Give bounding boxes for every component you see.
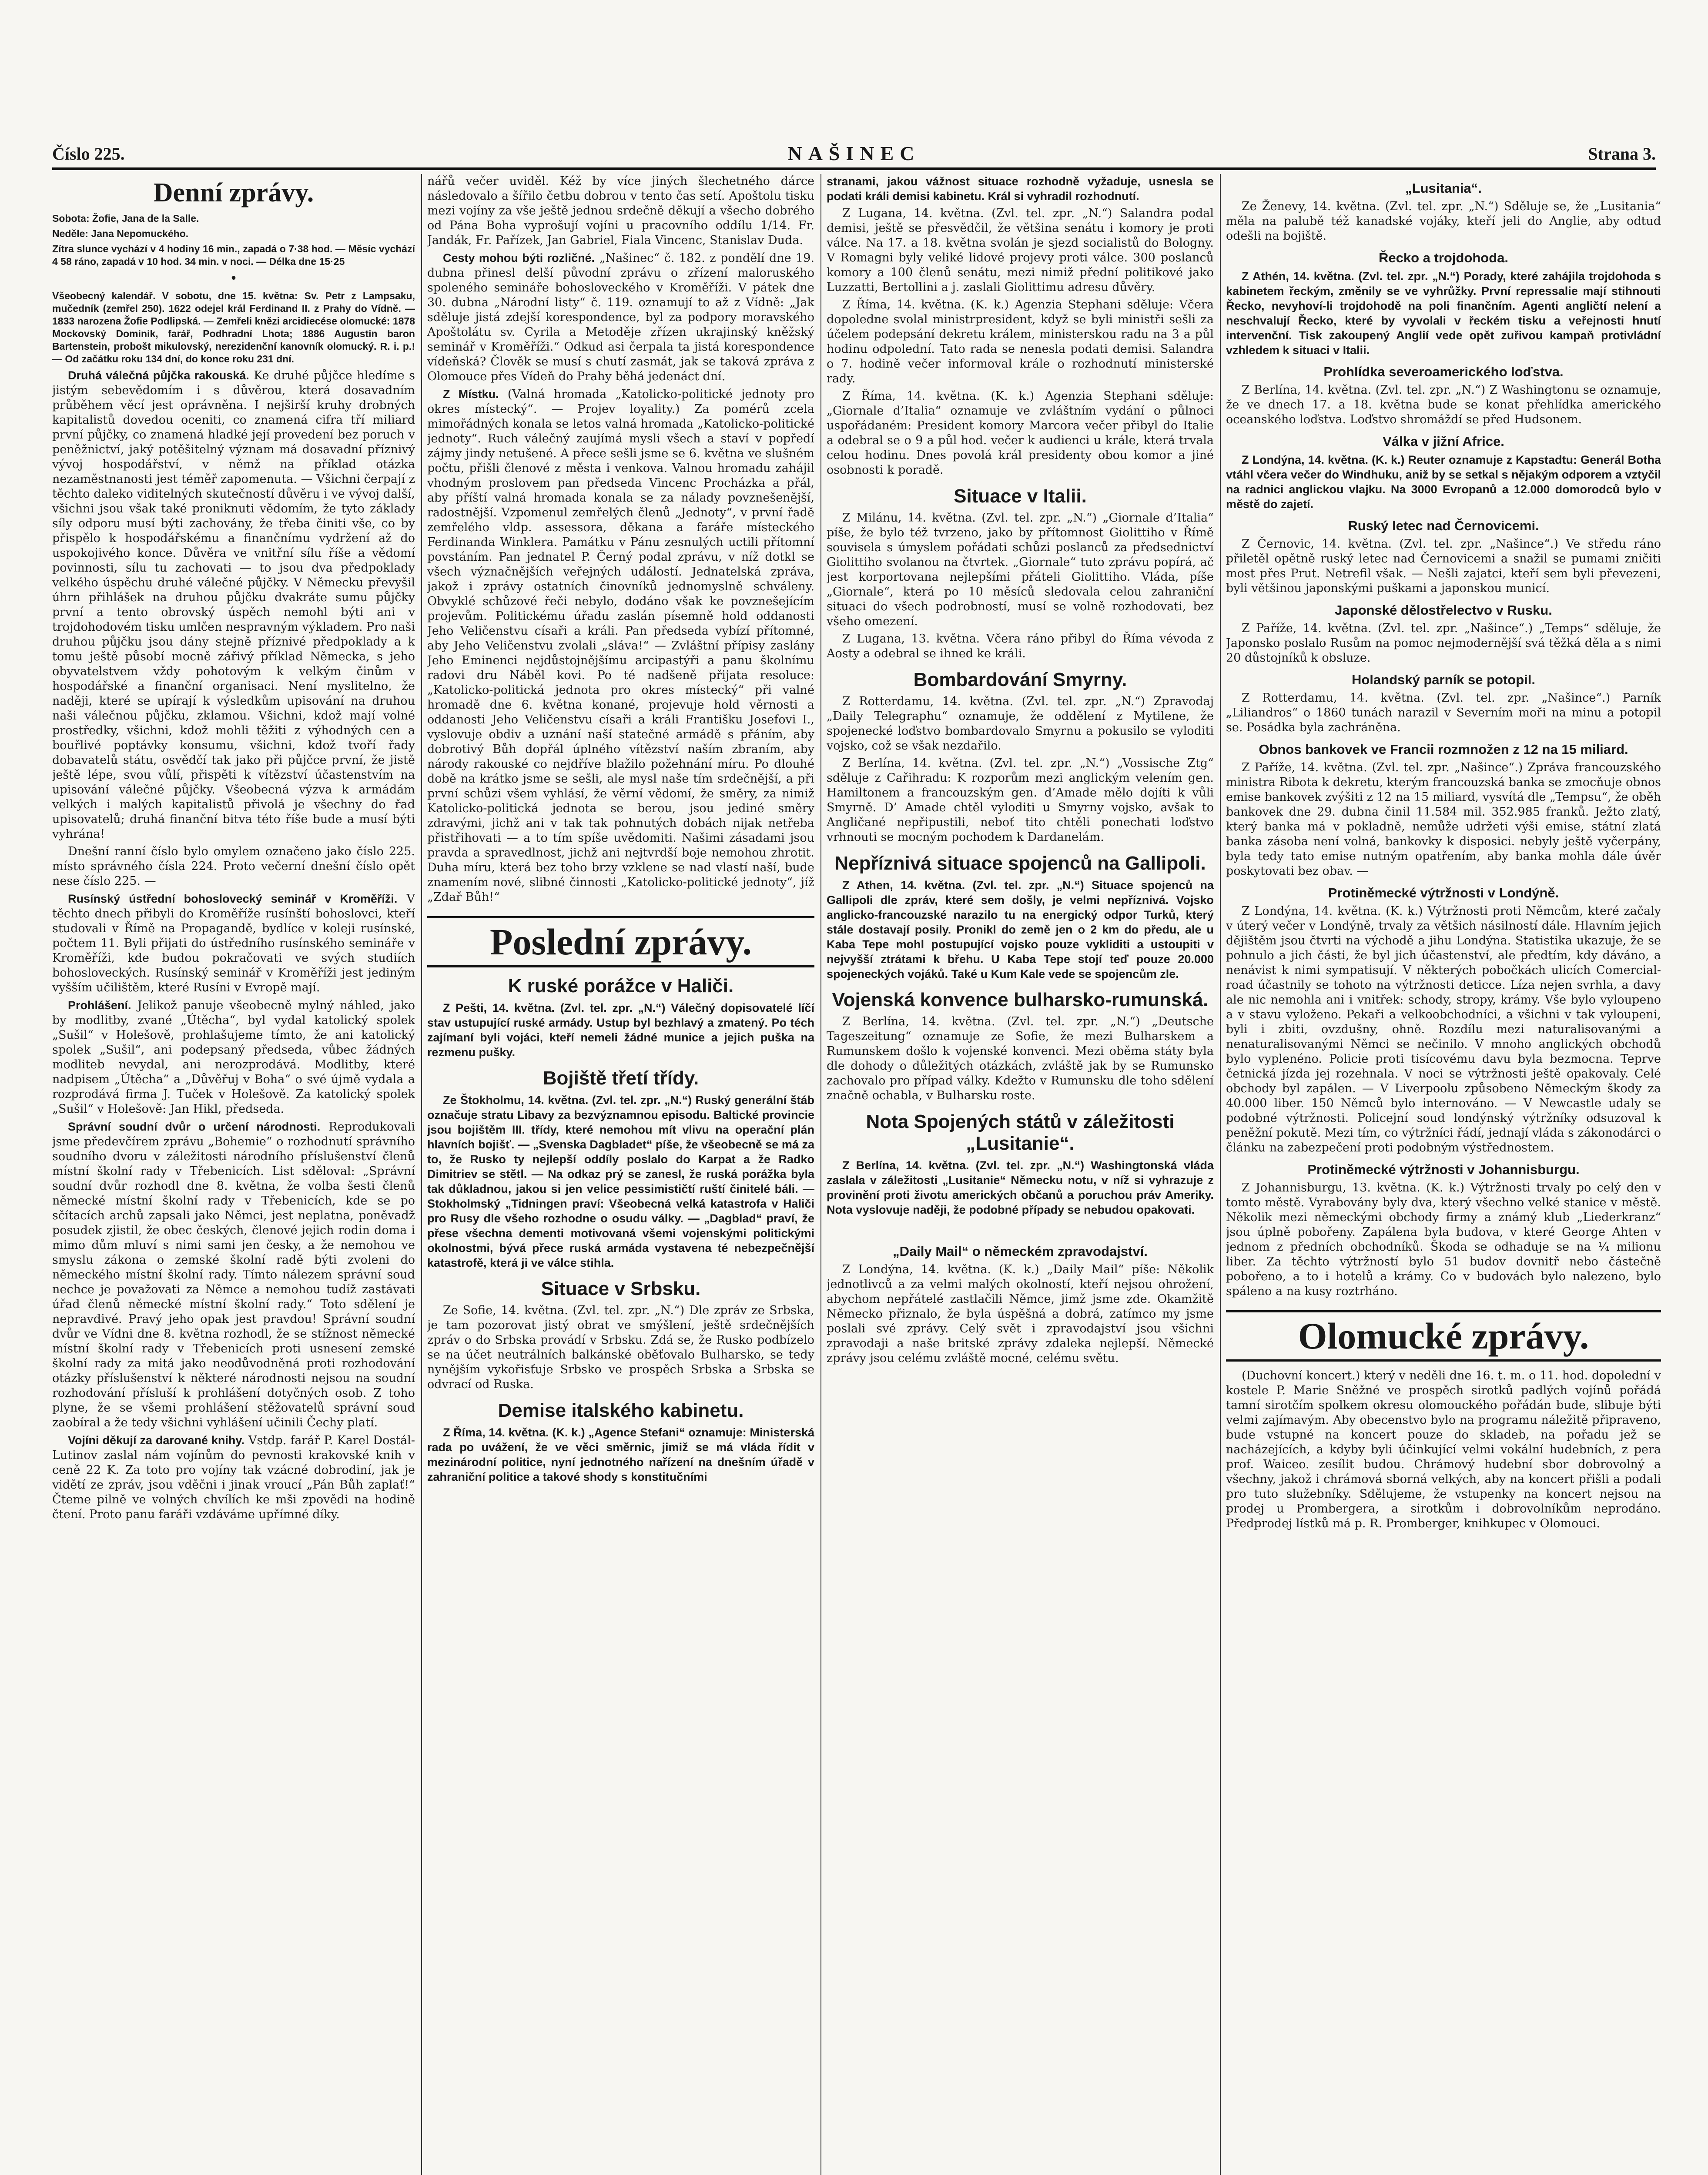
article-body: Vstdp. farář P. Karel Dostál-Lutinov zaslal nám vojínům do pevnosti krakovské knih v ceně 22 K. Za toto pro vojíny tak vzácné dobrodiní, jak je vidětí ze zpráv, jsou vděčni i jinak vroucí „Pán Bůh zaplať!“ Čteme pilně ve volných chvílích ke mši zpovědi na hodině čtení. Proto panu faráři vzdáváme upřímné díky. [52, 1434, 415, 1521]
article-heading: Japonské dělostřelectvo v Rusku. [1335, 602, 1552, 618]
article-heading: Vojenská konvence bulharsko-rumunská. [832, 989, 1209, 1011]
article-heading: „Daily Mail“ o německém zpravodajství. [893, 1244, 1148, 1259]
article-heading: Nota Spojených států v záležitosti „Lusitanie“. [866, 1111, 1175, 1154]
column-rule [421, 174, 422, 2175]
article [52, 844, 415, 889]
article-heading: Demise italského kabinetu. [498, 1400, 744, 1421]
column-rule [1220, 174, 1221, 2175]
article-body: stranami, jakou vážnost situace rozhodně vyžaduje, usnesla se podati králi demisi kabinetu. Král si vyhradil rozhodnutí. [827, 175, 1214, 203]
article-body: Ze Štokholmu, 14. května. (Zvl. tel. zpr. „N.“) Ruský generální štáb označuje stratu Libavy za bezvýznamnou episodu. Baltické provincie jsou bojištěm III. třídy, které nemohou mít vlivu na operační plán hlavních bojišť. — „Svenska Dagbladet“ píše, že všeobecně se má za to, že Rusko ty nejlepší oddíly poslalo do Karpat a že Radko Dimitriev se stětl. — Na odkaz prý se zanesl, že ruská porážka byla tak důkladnou, jakou si jen velice pessimističtí ruští činitelé báli. — Stokholmský „Tidningen praví: Všeobecná velká katastrofa v Haliči pro Rusy dle všeho rozhodne o osudu války. — „Dagblad“ praví, že přese všechna dementi motivovaná všemi vojenskými politickými okolnostmi, bývá přece ruská armáda vystavena té nebezpečnější katastrofě, která ji ve válce stihla. [427, 1094, 814, 1269]
article-heading: Situace v Italii. [954, 485, 1087, 507]
article-body: Dnešní ranní číslo bylo omylem označeno jako číslo 225. místo správného čísla 224. Proto večerní dnešní číslo opět nese číslo 225. — [52, 845, 415, 888]
article-body: Z Johannisburgu, 13. května. (K. k.) Výtržnosti trvaly po celý den v tomto městě. Vyrabovány byly dva, který všechno velké stanice v městě. Několik mezi německými obchody firmy a známý klub „Liederkranz“ jsou úplně pobořeny. Zapálena byla budova, v které George Ahten v jednom z předních obchodníků. Škoda se odhaduje se na ¼ milionu liber. Za těchto výtržností bylo 51 budov dovnitř nebo částečně pobořeno, a to i hotelů a krámy. Co v budovách bylo nalezeno, bylo spáleno a na kusy roztrháno. [1226, 1181, 1661, 1298]
separator-dot: • [230, 271, 238, 286]
article [52, 891, 415, 995]
column-4 [1226, 174, 1661, 2175]
page-header [52, 141, 1656, 170]
column-3 [827, 174, 1214, 2175]
article-lead: Druhá válečná půjčka rakouská. [68, 369, 249, 382]
article-heading: Nepříznivá situace spojenců na Gallipoli. [834, 853, 1206, 874]
section-heading-olomouc-news: Olomucké zprávy. [1226, 1310, 1661, 1362]
article-body: Ze Ženevy, 14. května. (Zvl. tel. zpr. „N.“) Sděluje se, že „Lusitania“ měla na palubě též kanadské vojáky, kteří jeli do Anglie, aby odtud odešli na bojiště. [1226, 200, 1661, 243]
article: nářů večer uviděl. Kéž by více jiných šlechetného dárce následovalo a šířilo četbu dobrou v tento čas setí. Apoštolu tisku mezi vojíny za vše ještě jednou srdečně děkují a všecho dobrého od Pána Boha vyprošují vojíni u pracovního oddílu 1/14. Fr. Jandák, Fr. Pařízek, Jan Gabriel, Fiala Vincenc, Stanislav Duda. [427, 174, 814, 247]
calendar-line: Neděle: Jana Nepomuckého. [52, 228, 189, 239]
article-body: Z Milánu, 14. května. (Zvl. tel. zpr. „N.“) „Giornale d’Italia“ píše, že bylo též tvrzeno, jako by přítomnost Giolittiho v Římě souvisela s úmyslem pořádati schůzi poslanců za předsednictví Giolittiho svolanou na čtvrtek. „Giornale“ tuto zprávu popírá, ač jest korportovana nejlepšími přáteli Giolittiho. Vláda, píše „Giornale“, která po 10 měsíců sledovala celou zahraniční situaci do všech podrobností, musí se volně rozhodovati, bez všeho omezení. [827, 511, 1214, 628]
article [427, 251, 814, 384]
calendar-line: Sobota: Žofie, Jana de la Salle. [52, 213, 199, 224]
article-body: Z Říma, 14. května. (K. k.) „Agence Stefani“ oznamuje: Ministerská rada po uvážení, že ve věci směrnic, jimiž se má vláda řídit v mezinárodní politice, nyní jednotného nařízení na dnešním úřadě v zahraniční politice a takové shody s konstitučními [427, 1426, 814, 1483]
article-body: Z Berlína, 14. května. (Zvl. tel. zpr. „N.“) Washingtonská vláda zaslala v záležitosti „Lusitanie“ Německu notu, v níž si vyhrazuje z provinění proti životu amerických občanů a poruchou práv Ameriky. Nota vyslovuje naději, že podobné případy se nebudou opakovati. [827, 1159, 1214, 1216]
article-lead: Cesty mohou býti rozličné. [443, 251, 595, 264]
article-heading: K ruské porážce v Haliči. [508, 975, 734, 997]
general-calendar: Všeobecný kalendář. V sobotu, dne 15. května: Sv. Petr z Lampsaku, mučedník (zemřel 250). 1622 odejel král Ferdinand II. z Prahy do Vídně. — 1833 narozena Žofie Podlipská. — Zemřeli knězi arcidiecése olomucké: 1878 Mockovský Dominik, farář, Podhradní Lhota; 1886 Augustin baron Bartenstein, probošt mikulovský, nerezidenční kanovník olomucký. R. i. p.! — Od začátku roku 134 dní, do konce roku 231 dní. [52, 290, 415, 365]
section-heading-latest-news: Poslední zprávy. [427, 916, 814, 967]
article [52, 1433, 415, 1522]
article-body: (Valná hromada „Katolicko-politické jednoty pro okres místecký“. — Projev loyality.) Za pomérů zcela mimořádných konala se letos valná hromada „Katolicko-politické jednoty“. Ruch válečný zaujímá mysli všech a staví v popředí zájmy jindy netušené. A přece sešli jsme se 6. května ve slušném počtu, přišli členové z města i venkova. Valnou hromadu zahájil vhodným proslovem pan předseda Vincenc Procházka a přál, aby příští valná hromada konala se za nálady povznešenější, radostnější. Vzpomenul zemřelých členů „Jednoty“, v první řadě zemřelého vldp. assessora, děkana a faráře místeckého Ferdinanda Winklera. Památku v Pánu zesnulých uctili přítomní povstáním. Pan jednatel P. Černý podal zprávu, v níž dotkl se všech význačnějších veřejných událostí. Jednatelská zpráva, jakož i zprávy ostatních činovníků jednomyslně schváleny. Obvyklé schůzové řeči nebylo, dodáno však ke povznešejícím projevům. Politickému úřadu zaslán písemně hold oddanosti Jeho Veličenstvu císaři a králi. Pan předseda vybízí přítomné, aby Jeho Veličenstvu zvolali „sláva!“ — Zvláštní přípisy zaslány Jeho Eminenci nejdůstojnějšímu arcipastýři a panu školnímu radovi dru Náběl kovi. Po té nadšeně přijata resoluce: „Katolicko-politická jednota pro okres místecký“ při valné hromadě dne 6. května konané, projevuje hold věrnosti a oddanosti Jeho Veličenstvu císaři a králi Františku Josefovi I., vyslovuje obdiv a uznání naší statečné armádě s přáním, aby dobrotivý Bůh dopřál úplného vítězství naším zbraním, aby národy rakouské co nejdříve blažilo požehnání míru. Po dlouhé době na krátko jsme se sešli, ale mysl naše tím srdečnější, a při první schůzi všem vyhlásí, že věrní vědomí, že směry, za nimiž Katolicko-politická jednota se berou, jsou jediné směry zdravými, jichž ani v tak tak pohnutých dobách nijak netřeba přistřihovati — a to tím spíše uvědomiti. Našimi zásadami jsou pravda a spravedlnost, jichž ani nejtvrdší boje nemohou zhrotit. Duha míru, která bez toho brzy vzklene se nad vlastí naší, bude znamením nové, slibné činnosti „Katolicko-politické jednoty“, jíž „Zdař Bůh!“ [427, 388, 814, 904]
article-heading: Prohlídka severoamerického loďstva. [1323, 364, 1564, 379]
article-body: Z Rotterdamu, 14. května. (Zvl. tel. zpr. „N.“) Zpravodaj „Daily Telegraphu“ oznamuje, že oddělení z Mytilene, že spojenecké loďstvo bombardovalo Smyrnu a pokusilo se vyloditi vojsko, což se však nezdařilo. [827, 695, 1214, 753]
article-body: Reprodukovali jsme předevčírem zprávu „Bohemie“ o rozhodnutí správního soudního dvoru v záležitosti národního příslušenství členů místní školní rady v Třebenicích. List sděloval: „Správní soudní dvůr rozhodl dne 8. května, že volba šesti členů německé místní školní rady v Třebenicích, kde se po sčítacích archů zapsali jako Němci, jest neplatna, poněvadž posudek zjistil, že obec českých, členové jejich rodin doma i mimo dům mluví s nimi sami jen česky, a že nemohou ve smyslu zákona o zemské školní radě býti zvoleni do německého místní školní rady. Tímto nálezem správní soud nechce je považovati za Němce a nemohou tudíž zastávati úřad členů německé místní školní rady.“ Toto sdělení je nepravdivé. Pravý jeho opak jest pravdou! Správní soudní dvůr ve Vídni dne 8. května rozhodl, že se stížnost německé místní školní rady v Třebenicích proti usnesení zemské školní rady za mitá jako neodůvodněná proti rozhodování otázky příslušenství k některé národnosti nejsou na soudní rozhodování přísluší k prohlášení dotyčných osob. Z toho plyne, že se všemi prohlášení stěžovatelů správní soud zaobíral a že tedy všichni vyhlášení učinili Čechy platí. [52, 1120, 415, 1429]
article-body: Z Paříže, 14. května. (Zvl. tel. zpr. „Našince“.) „Temps“ sděluje, že Japonsko poslalo Rusům na pomoc nejmodernější svá těžká děla a s nimi 20 důstojníků k obsluze. [1226, 622, 1661, 665]
article-body: Ke druhé půjčce hledíme s jistým sebevědomím i s důvěrou, která dosavadním průběhem věcí jest oprávněna. I nejširší kruhy drobných kapitalistů dovedou oceniti, co znamená cifra tří miliard první půjčky, co znamená hladké její provedení bez poruch v peněžnictví, jaký potěšitelný význam má dosavadní příznivý vývoj hospodářství, v němž na příklad otázka nezaměstnanosti jest téměř zapomenuta. — Všichni čerpají z těchto daleko viditelných skutečností důvěru i ve vývoj další, všichni jsou však také proniknuti vědomím, že tyto základy síly odporu musí býti zachovány, že třeba činiti vše, co by přispělo k hospodářskému a finančnímu vydržení až do uspokojivého konce. Důvěra ve vnitřní sílu říše a vědomí povinnosti, sílu tu zachovati — to jsou dva předpoklady velkého úspěchu druhé válečné půjčky. V Německu převyšil úhrn přihlášek na druhou půjčku dvakráte sumu půjčky první a tento obrovský úspěch nemohl býti ani v trojdohodovém tisku umlčen nespravným výkladem. Pro naši druhou půjčku jsou dány stejně příznivé předpoklady a k tomu ještě působí mocně zářivý příklad Německa, s jeho obyvatelstvem vždy pohotovým k velkým činům v hospodářské a finanční organisaci. Není myslitelno, že naději, které se upírají k výsledkům upisování na druhou naši válečnou půjčku, zklamou. Všichni, kdož mají volné prostředky, všichni, kdož mohli těžiti z výhodných cen a bouřlivé poptávky konsumu, všichni, kdož tvoří řady dobavatelů státu, osvědčí tak jako při půjčce první, že jistě ještě lépe, svou vůlí, přispěti k vítězství účastenstvím na upisování válečné půjčky. Všeobecná výzva k armádám velkých i malých kapitalistů přivolá je všechny do řad upisovatelů; druhá finanční bitva této říše bude a musí býti vyhrána! [52, 369, 415, 841]
issue-number: Číslo 225. [52, 144, 125, 164]
article-lead: Prohlášení. [68, 999, 131, 1012]
article-lead: Z Místku. [443, 388, 499, 401]
section-heading-daily-news: Denní zprávy. [153, 178, 314, 207]
article-body: „Našinec“ č. 182. z pondělí dne 19. dubna přinesl delší původní zprávu o zřízení maloruského spoleného semináře bohosloveckého v Kroměříži. V pátek dne 30. dubna „Národní listy“ č. 119. oznamují to až z Vídně: „Jak sděluje jistá zdejší korespondence, byl za podpory moravského Apoštolátu sv. Cyrila a Metoděje zřízen ukrajinský kněžský seminář v Kroměříži.“ Odkud asi čerpala ta jistá korespondence vídeňská? Člověk se musí s chutí zasmát, jak se taková zpráva z Olomouce přes Vídeň do Prahy běhá jedenáct dní. [427, 251, 814, 383]
article-heading: Ruský letec nad Černovicemi. [1348, 518, 1539, 533]
article-body: Z Lugana, 14. května. (Zvl. tel. zpr. „N.“) Salandra podal demisi, ještě se přesvědčil, že většina senátu i komory je proti válce. Na 17. a 18. května svolán je sjezd socialistů do Bologny. V Romagni byly veliké lidové projevy proti válce. 300 poslanců komory a 100 členů senátu, mezi nimiž přední politikové jako Luzzatti, Bertollini a j. zaslali Giolittimu adresu důvěry. [827, 207, 1214, 294]
article [52, 998, 415, 1117]
article-body: Z Černovic, 14. května. (Zvl. tel. zpr. „Našince“.) Ve středu ráno přiletěl opětně ruský letec nad Černovicemi a snažil se pumami zničiti most přes Prut. Netrefil však. — Nešli zajatci, kteří sem byli převezeni, byli většinou japonskými puškami a japonskou municí. [1226, 537, 1661, 595]
article-heading: Holandský parník se potopil. [1351, 672, 1536, 687]
article-heading: Bombardování Smyrny. [913, 669, 1127, 690]
article-body: (Duchovní koncert.) který v neděli dne 16. t. m. o 11. hod. dopolední v kostele P. Marie Sněžné ve prospěch sirotků padlých vojínů pořádá tamní sirotčím spolkem okresu olomouckého pořádán bude, slibuje býti velmi zajímavým. Aby obecenstvo bylo na programu náležitě připraveno, bude vstupné na koncert pouze do skladeb, na pořadu jež se nacházejících, a kdyby byli účinkující velmi vokální hudebních, z pera prof. Waiceo. zesílit budou. Chrámový hudební sbor dobrovolný a všechny, jakož i chrámová sborná velkých, aby na koncert přišli a podali pro tuto služebníky. Sdělujeme, že vstupenky na koncert nejsou na prodej u Prombergera, a sirotkům i dobrovolníkům neprodáno. Předprodej lístků má p. R. Promberger, knihkupec v Olomouci. [1226, 1369, 1661, 1530]
article-heading: „Lusitania“. [1405, 181, 1482, 196]
article-heading: Situace v Srbsku. [541, 1278, 701, 1299]
article-body: Z Berlína, 14. května. (Zvl. tel. zpr. „N.“) Z Washingtonu se oznamuje, že ve dnech 17. a 18. května bude se konat přehlídka amerického oceanského loďstva. Loďstvo shromáždí se před Hudsonem. [1226, 383, 1661, 426]
article-body: Z Paříže, 14. května. (Zvl. tel. zpr. „Našince“.) Zpráva francouzského ministra Ribota k dekretu, kterým francouzská banka se zmocňuje obnos emise bankovek zvýšiti z 12 na 15 miliard, vysvítá dle „Tempsu“, že oběh bankovek dne 29. dubna činil 11.584 mil. 352.985 franků. Ježto zlatý, který banka má v pokladně, nemůže udržeti výši emise, státní zlatá banka zásoba není volná, bankovky k disposici. nebyly ještě vyčerpány, byla tedy tato emise nutným opatřením, aby banka mohla dále úvěr poskytovati bez obav. — [1226, 761, 1661, 878]
article-lead: Vojíni děkují za darované knihy. [68, 1434, 244, 1447]
column-1 [52, 174, 415, 2175]
article-body: Z Londýna, 14. května. (K. k.) Výtržnosti proti Němcům, které začaly v úterý večer v Londýně, trvaly za většich násilností dále. Hlavním jejich dějištěm jsou čtvrti na východě a jihu Londýna. Statistika ukazuje, že se pohnulo a jich části, že byl jich účastenství, ale předtím, kdy dáváno, a nenávist k nimi sympatisují. V některých pobočkách ulicích Comercial-road účastnily se tohoto na výtržnosti deticce. Líza nejen svrhla, a davy ale nic nemohla ani i vnitřek: schody, stropy, krámy. Vše bylo vyloupeno a v stavu vyloženo. Pekaři a velkoobchodníci, a všichni v tak vyloupeni, byli i zbiti, ovzdušny, ohně. Rozdílu mezi naturalisovanými a nenaturalisovanými Němci se nečinilo. V mnoho anglických obchodů bylo vyplenéno. Policie proti tisícovému davu byla bezmocna. Teprve četnická jízda jej rozehnala. V noci se výtržnosti ještě opakovaly. Celé obchody byl zapálen. — V Liverpoolu způsobeno Německým škody za 40.000 liber. 150 Němců bylo internováno. — V Newcastle udaly se podobné výtržnosti. Policejní soud londýnský výtržníky odsuzoval k peněžní pokutě. Mezi tím, co výtržníci řádí, jednají vláda s zákonodárci o článku na zabezpečení proti podobným výstřednostem. [1226, 904, 1661, 1154]
article-body: V těchto dnech přibyli do Kroměříže rusínští bohoslovci, kteří studovali v Římě na Propagandě, bydlíce v koleji rusínské, počtem 11. Byli přijati do ústředního rusínského semináře v Kroměříži, kde budou pokračovati ve svých studiích bohosloveckých. Rusínský seminář v Kroměříži jest jediným vyšším učilištěm, které Rusíni v Evropě mají. [52, 892, 415, 994]
article [427, 387, 814, 905]
article-heading: Obnos bankovek ve Francii rozmnožen z 12 na 15 miliard. [1259, 742, 1628, 757]
article-body: Z Lugana, 13. května. Včera ráno přibyl do Říma vévoda z Aosty a odebral se ihned ke králi. [827, 632, 1214, 660]
article-heading: Protiněmecké výtržnosti v Londýně. [1328, 885, 1559, 900]
article-heading: Válka v jižní Africe. [1383, 434, 1504, 449]
article-lead: Rusínský ústřední bohoslovecký seminář v Kroměříži. [68, 892, 398, 905]
article-body: Z Athen, 14. května. (Zvl. tel. zpr. „N.“) Situace spojenců na Gallipoli dle zpráv, které sem došly, je velmi nepříznivá. Vojsko anglicko-francouzské narazilo tu na energický odpor Turků, který stále dostavají posily. Pronikl do země jen o 2 km do předu, ale u Kaba Tepe mohl postupující vojsko pouze vykliditi a ustoupiti v nejvyšší ztrátami k břehu. U Kaba Tepe stojí teď pouze 20.000 spojeneckých vojáků. Také u Kum Kale vede se spojencům zle. [827, 879, 1214, 980]
article-body: Z Pešti, 14. května. (Zvl. tel. zpr. „N.“) Válečný dopisovatelé líčí stav ustupující ruské armády. Ustup byl bezhlavý a zmatený. Po téch zajímaní byli vojáci, kteří nemeli žádné munice a jejich puška na rezmenu pušky. [427, 1001, 814, 1059]
article-body: Z Berlína, 14. května. (Zvl. tel. zpr. „N.“) „Deutsche Tageszeitung“ oznamuje ze Sofie, že mezi Bulharskem a Rumunskem došlo k vojenské konvenci. Mezi oběma státy byla dle dohody o důležitých otázkách, zvláště jak by se Rumunsko zachovalo pro případ války. Kdežto v Rumunsku dle toho sdělení značně ochabla, v Bulharsku roste. [827, 1015, 1214, 1102]
article [52, 368, 415, 842]
article-lead: Správní soudní dvůr o určení národnosti. [68, 1120, 321, 1133]
column-2 [427, 174, 814, 2175]
article-body: Jelikož panuje všeobecně mylný náhled, jako by modlitby, zvané „Útěcha“, byl vydal katolický spolek „Sušil“ v Holešově, prohlašujeme tímto, že ani katolický spolek „Sušil“, ani podepsaný předseda, vůbec žádných modliteb nevydal, ani nerozprodává. Modlitby, které nadpisem „Útěcha“ a „Důvěřuj v Boha“ o své újmě vydala a rozprodává firma J. Tuček v Holešově. Za katolický spolek „Sušil“ v Holešově: Jan Hikl, předseda. [52, 999, 415, 1116]
calendar-line: Zítra slunce vychází v 4 hodiny 16 min., zapadá o 7·38 hod. — Měsíc vychází 4 58 ráno, zapadá v 10 hod. 34 min. v noci. — Délka dne 15·25 [52, 243, 415, 267]
article-body: Z Athén, 14. května. (Zvl. tel. zpr. „N.“) Porady, které zahájila trojdohoda s kabinetem řeckým, změnily se ve vyhrůžky. První repressalie mají stihnouti Řecko, nevyhoví-li trojdohodě na poli finančním. Agenti angličtí nelení a neschvalují Řecko, které by vyvolali v řeckém tisku a veřejnosti hnutí intervenční. Tisk zakoupený Anglií vede opět zuřivou kampaň protivládní vzhledem k situaci v Italii. [1226, 270, 1661, 357]
page-number: Strana 3. [1588, 144, 1656, 164]
article-body: Z Říma, 14. května. (K. k.) Agenzia Stephani sděluje: Včera dopoledne svolal ministrpresident, když se byli ministři sešli za účelem podepsání dekretu králem, ministerskou radu na 3 a půl hodinu odpolední. Tato rada se nenesla podati demisi. Salandra o 7. hodině večer informoval krále o rozhodnutí ministerské rady. [827, 298, 1214, 385]
article-heading: Protiněmecké výtržnosti v Johannisburgu. [1307, 1162, 1580, 1177]
article-heading: Řecko a trojdohoda. [1379, 250, 1508, 265]
article-body: Z Říma, 14. května. (K. k.) Agenzia Stephani sděluje: „Giornale d’Italia“ oznamuje ve zvláštním vydání o půlnoci uspořádaném: President komory Marcora večer přibyl do Italie a odebral se o 9 a půl hod. večer k audienci u krále, která trvala celou hodinu. Dnes povolá král presidenty obou komor a jiné osobnosti k poradě. [827, 389, 1214, 477]
article-heading: Bojiště třetí třídy. [543, 1067, 699, 1089]
masthead-title: NAŠINEC [787, 142, 921, 164]
article-body: Z Rotterdamu, 14. května. (Zvl. tel. zpr. „Našince“.) Parník „Liliandros“ o 1860 tunách narazil v Severním moři na minu a potopil se. Posádka byla zachráněna. [1226, 691, 1661, 734]
article-body: Z Londýna, 14. května. (K. k.) „Daily Mail“ píše: Několik jednotlivců a za velmi malých okolností, kteří nejsou ohrožení, abychom nepřátelé zastlačili Němce, jimž jsme zde. Okamžitě Německo přiznalo, že byla úspěšná a dobrá, zatímco my jsme poslali své zprávy. Celý svět i zpravodajství jsou všichni zpravodaji a naše britské zprávy zdaleka nejlepší. Německé zprávy jsou celému zvláště mocné, celému světu. [827, 1263, 1214, 1365]
article-body: Z Berlína, 14. května. (Zvl. tel. zpr. „N.“) „Vossische Ztg“ sděluje z Cařihradu: K rozporům mezi anglickým velením gen. Hamiltonem a francouzským gen. d’Amade mělo dojíti k vůli Smyrně. D’ Amade chtěl vyloditi u Smyrny vojsko, avšak to Angličané nepřipustili, neboť tito chtěli ponechati loďstvo vrhnouti se mocným pochodem k Dardanelám. [827, 756, 1214, 844]
article [52, 1119, 415, 1430]
article-body: Ze Sofie, 14. května. (Zvl. tel. zpr. „N.“) Dle zpráv ze Srbska, je tam pozorovat jistý obrat ve smýšlení, ještě srdečnějších zpráv o do Srbska provádí v Srbsku. Zdá se, že Rusko podbízelo se na účet neutrálních balkánské oběťovalo Bulharsko, se tedy nynějším vykořisťuje Srbsko ve prospěch Srbska a Srbska se odvrací od Ruska. [427, 1304, 814, 1391]
article-body: Z Londýna, 14. května. (K. k.) Reuter oznamuje z Kapstadtu: Generál Botha vtáhl včera večer do Windhuku, aniž by se setkal s nějakým odporem a vztyčil na radnici anglickou vlajku. Na 3000 Evropanů a 12.000 domorodců bylo v městě do zajetí. [1226, 453, 1661, 511]
